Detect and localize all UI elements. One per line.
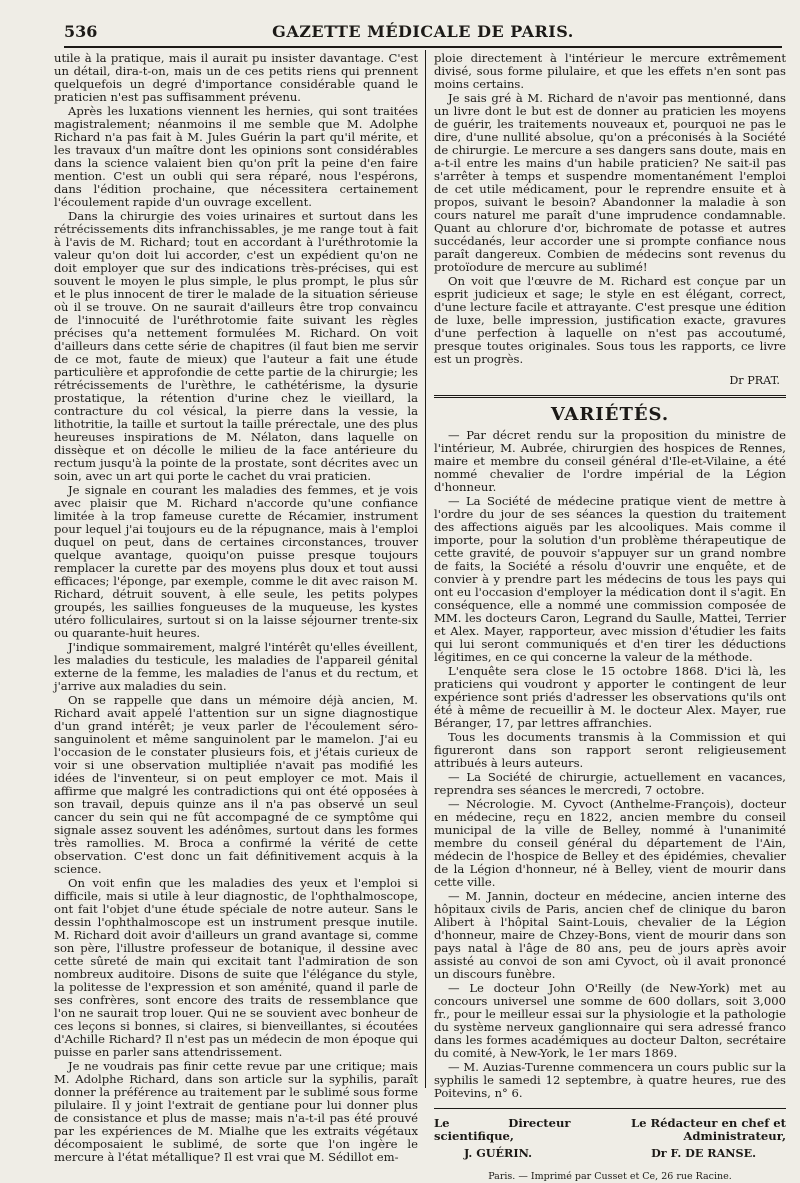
author-signature: Dr PRAT. <box>729 374 780 387</box>
journal-title: GAZETTE MÉDICALE DE PARIS. <box>272 22 574 41</box>
article-paragraph: ploie directement à l'intérieur le mercure extrêmement divisé, sous forme pilulaire, et que les effets n'en sont pas moins certains. <box>434 51 786 91</box>
news-item: — M. Auzias-Turenne commencera un cours public sur la syphilis le samedi 12 septembre, à quatre heures, rue des Poitevins, n° 6. <box>434 1060 786 1100</box>
news-item: — Le docteur John O'Reilly (de New-York) met au concours universel une somme de 600 dollars, soit 3,000 fr., pour le meilleur essai sur la physiologie et la pathologie du système nerveux ganglionnaire qui sera adressé franco dans les formes académiques au docteur Dalton, secrétaire du comité, à New-York, le 1er mars 1869. <box>434 981 786 1060</box>
article-paragraph: On voit que l'œuvre de M. Richard est conçue par un esprit judicieux et sage; le style en est élégant, correct, d'une lecture facile et attrayante. C'est presque une édition de luxe, belle impression, justification exacte, gravures d'une perfection à laquelle on n'est pas accoutumé, presque toutes originales. Sous tous les rapports, ce livre est un progrès. <box>434 274 786 366</box>
director-name: J. GUÉRIN. <box>464 1146 532 1160</box>
article-paragraph: Je signale en courant les maladies des femmes, et je vois avec plaisir que M. Richard n'accorde qu'une confiance limitée à la trop fameuse curette de Récamier, instrument pour lequel j'ai toujours eu de la répugnance, mais à l'emploi duquel on peut, dans de certaines circonstances, trouver quelque avantage, quoiqu'on puisse presque toujours remplacer la curette par des moyens plus doux et tout aussi efficaces; l'éponge, par exemple, comme le dit avec raison M. Richard, détruit souvent, à elle seule, les petits polypes groupés, les saillies fongueuses de la muqueuse, les kystes utéro folliculaires, surtout si on la laisse séjourner trente-six ou quarante-huit heures. <box>54 483 418 640</box>
printer-imprint: Paris. — Imprimé par Cusset et Ce, 26 rue Racine. <box>488 1171 732 1182</box>
article-paragraph: On voit enfin que les maladies des yeux et l'emploi si difficile, mais si utile à leur diagnostic, de l'ophthalmoscope, ont fait l'objet d'une étude spéciale de notre auteur. Sans le dessin l'ophthalmoscope est un instrument presque inutile. M. Richard doit avoir d'ailleurs un grand avantage si, comme son père, l'illustre professeur de botanique, il dessine avec cette sûreté de main qui excitait tant l'admiration de son nombreux auditoire. Disons de suite que l'élégance du style, la politesse de l'expression et son aménité, quand il parle de ses confrères, sont encore des traits de ressemblance que l'on ne saurait trop louer. Qui ne se souvient avec bonheur de ces leçons si bonnes, si claires, si bienveillantes, si écoutées d'Achille Richard? Il n'est pas un médecin de mon époque qui puisse en parler sans attendrissement. <box>54 876 418 1059</box>
editor-name: Dr F. DE RANSE. <box>651 1146 756 1160</box>
article-paragraph: On se rappelle que dans un mémoire déjà ancien, M. Richard avait appelé l'attention sur un signe diagnostique d'un grand intérêt; je veux parler de l'écoulement séro-sanguinolent et même sanguinolent par le mamelon. J'ai eu l'occasion de le constater plusieurs fois, et j'étais curieux de voir si une observation multipliée n'avait pas modifié les idées de l'inventeur, si on peut employer ce mot. Mais il affirme que malgré les contradictions qui ont été opposées à son travail, depuis quinze ans il n'a pas observé un seul cancer du sein qui ne fût accompagné de ce symptôme qui signale assez souvent les adénômes, surtout dans les formes très ramollies. M. Broca a confirmé la vérité de cette observation. C'est donc un fait définitivement acquis à la science. <box>54 693 418 876</box>
article-paragraph: Je sais gré à M. Richard de n'avoir pas mentionné, dans un livre dont le but est de donner au praticien les moyens de guérir, les traitements nouveaux et, pourquoi ne pas le dire, d'une nullité absolue, qu'on a préconisés à la Société de chirurgie. Le mercure a ses dangers sans doute, mais en a-t-il entre les mains d'un habile praticien? Ne sait-il pas s'arrêter à temps et suspendre momentanément l'emploi de cet utile médicament, pour le reprendre ensuite et à propos, suivant le besoin? Abandonner la maladie à son cours naturel me paraît d'une imprudence condamnable. Quant au chlorure d'or, bichromate de potasse et autres succédanés, leur accorder une si prompte confiance nous paraît dangereux. Combien de médecins sont revenus du protoïodure de mercure au sublimé! <box>434 91 786 274</box>
footer-labels <box>434 1117 786 1143</box>
news-item: L'enquête sera close le 15 octobre 1868. D'ici là, les praticiens qui voudront y apporter le contingent de leur expérience sont priés d'adresser les observations qu'ils ont été à même de recueillir à M. le docteur Alex. Mayer, rue Béranger, 17, par lettres affranchies. <box>434 664 786 730</box>
article-paragraph: Je ne voudrais pas finir cette revue par une critique; mais M. Adolphe Richard, dans son article sur la syphilis, paraît donner la préférence au traitement par le sublimé sous forme pilulaire. Il y joint l'extrait de gentiane pour lui donner plus de consistance et plus de masse; mais n'a-t-il pas été prouvé par les expériences de M. Mialhe que les extraits végétaux décomposaient le sublimé, de sorte que l'on ingère le mercure à l'état métallique? Il est vrai que M. Sédillot em- <box>54 1059 418 1164</box>
section-rule <box>434 395 786 398</box>
news-item: — La Société de médecine pratique vient de mettre à l'ordre du jour de ses séances la question du traitement des affections aiguës par les alcooliques. Mais comme il importe, pour la solution d'un problème thérapeutique de cette gravité, de pouvoir s'appuyer sur un grand nombre de faits, la Société a résolu d'ouvrir une enquête, et de convier à y prendre part les médecins de tous les pays qui ont eu l'occasion d'employer la médication dont il s'agit. En conséquence, elle a nommé une commission composée de MM. les docteurs Caron, Legrand du Saulle, Mattei, Terrier et Alex. Mayer, rapporteur, avec mission d'étudier les faits qui lui seront communiqués et d'en tirer les déductions légitimes, en ce qui concerne la valeur de la méthode. <box>434 494 787 664</box>
news-item: — La Société de chirurgie, actuellement en vacances, reprendra ses séances le mercredi, 7 octobre. <box>434 770 786 797</box>
news-item: Tous les documents transmis à la Commission et qui figureront dans son rapport seront religieusement attribués à leurs auteurs. <box>434 730 786 770</box>
article-paragraph: Dans la chirurgie des voies urinaires et surtout dans les rétrécissements dits infranchissables, je me range tout à fait à l'avis de M. Richard; tout en accordant à l'uréthrotomie la valeur qu'on doit lui accorder, c'est un expédient qu'on ne doit employer que sur des indications très-précises, qui est souvent le moyen le plus simple, le plus prompt, le plus sûr et le plus innocent de tirer le malade de la situation sérieuse où il se trouve. On ne saurait d'ailleurs être trop convaincu de l'innocuité de l'uréthrotomie faite suivant les règles précises qu'a nettement formulées M. Richard. On voit d'ailleurs dans cette série de chapitres (il faut bien me servir de ce mot, faute de mieux) que l'auteur a fait une étude particulière et approfondie de cette partie de la chirurgie; les rétrécissements de l'urèthre, le cathétérisme, la dysurie prostatique, la rétention d'urine chez le vieillard, la contracture du col vésical, la pierre dans la vessie, la lithotritie, la taille et surtout la taille prérectale, une des plus heureuses inspirations de M. Nélaton, dans laquelle on dissèque et on décolle le milieu de la face antérieure du rectum jusqu'à la pointe de la prostate, sont décrites avec un soin, avec un art qui porte le cachet du vrai praticien. <box>54 209 418 483</box>
footer-rule <box>434 1108 786 1109</box>
article-paragraph: J'indique sommairement, malgré l'intérêt qu'elles éveillent, les maladies du testicule, les maladies de l'appareil génital externe de la femme, les maladies de l'anus et du rectum, et j'arrive aux maladies du sein. <box>54 640 418 693</box>
news-item: — M. Jannin, docteur en médecine, ancien interne des hôpitaux civils de Paris, ancien chef de clinique du baron Alibert à l'hôpital Saint-Louis, chevalier de la Légion d'honneur, maire de Chzey-Bons, vient de mourir dans son pays natal à l'âge de 80 ans, peu de jours après avoir assisté au convoi de son ami Cyvoct, où il avait prononcé un discours funèbre. <box>434 889 786 981</box>
page-header <box>64 14 782 48</box>
page-number: 536 <box>64 22 98 41</box>
news-item: — Nécrologie. M. Cyvoct (Anthelme-François), docteur en médecine, reçu en 1822, ancien membre du conseil municipal de la ville de Belley, nommé à l'unanimité membre du conseil général du département de l'Ain, médecin de l'hospice de Belley et des épidémies, chevalier de la Légion d'honneur, né à Belley, vient de mourir dans cette ville. <box>434 797 786 889</box>
article-paragraph: utile à la pratique, mais il aurait pu insister davantage. C'est un détail, dira-t-on, mais un de ces petits riens qui prennent quelquefois un degré d'importance considérable quand le praticien n'est pas suffisamment prévenu. <box>54 51 418 104</box>
director-label: Le Directeur scientifique, <box>434 1116 571 1143</box>
editor-label: Le Rédacteur en chef et Administrateur, <box>630 1116 786 1143</box>
header-rule <box>64 46 782 48</box>
article-paragraph: Après les luxations viennent les hernies, qui sont traitées magistralement; néanmoins il me semble que M. Adolphe Richard n'a pas fait à M. Jules Guérin la part qu'il mérite, et les travaux d'un maître dont les opinions sont considérables dans la science valaient bien qu'on prît la peine d'en faire mention. C'est un oubli qui sera réparé, nous l'espérons, dans l'édition prochaine, que nécessitera certainement l'écoulement rapide d'un ouvrage excellent. <box>54 104 418 209</box>
right-column <box>434 51 787 1182</box>
section-title: VARIÉTÉS. <box>550 404 670 425</box>
footer-names <box>434 1147 786 1160</box>
column-divider <box>425 50 426 1088</box>
left-column <box>54 51 418 1164</box>
news-item: — Par décret rendu sur la proposition du ministre de l'intérieur, M. Aubrée, chirurgien des hospices de Rennes, maire et membre du conseil général d'Ile-et-Vilaine, a été nommé chevalier de l'ordre impérial de la Légion d'honneur. <box>434 428 786 494</box>
